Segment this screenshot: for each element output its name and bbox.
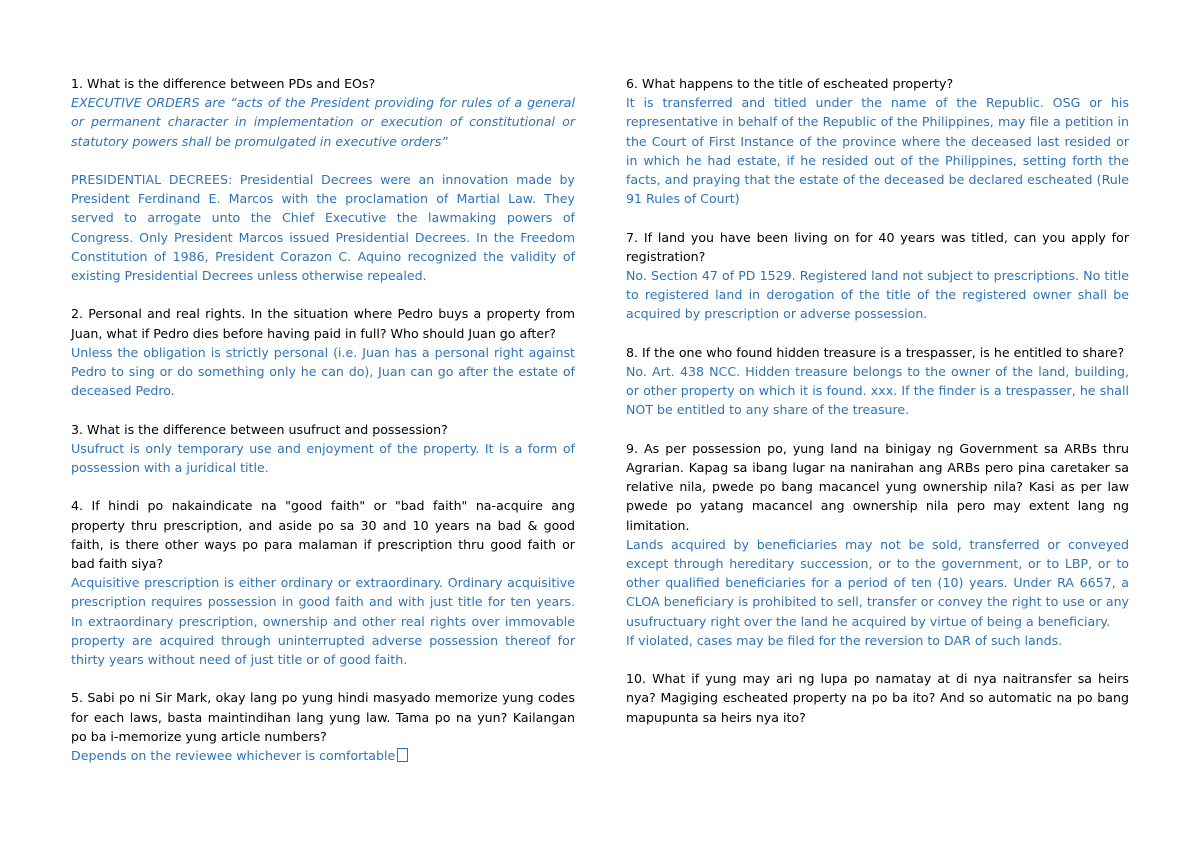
qa-item-5 <box>71 688 575 765</box>
question: 10. What if yung may ari ng lupa po namatay at di nya naitransfer sa heirs nya? Magiging escheated property na po ba ito? And so automatic na po bang mapupunta sa heirs nya ito? <box>626 671 1129 725</box>
answer <box>71 746 575 765</box>
question: 9. As per possession po, yung land na binigay ng Government sa ARBs thru Agrarian. Kapag sa ibang lugar na nanirahan ang ARBs pero pina caretaker sa relative nila, pwede po bang macancel yung ownership nila? Kasi as per law pwede po yatang macancel ang ownership nila pero may extent lang ng limitation. <box>626 440 1129 533</box>
answer: Usufruct is only temporary use and enjoyment of the property. It is a form of possession with a juridical title. <box>71 440 575 476</box>
qa-item-9 <box>626 439 1129 650</box>
qa-item-2 <box>71 304 575 400</box>
question: 6. What happens to the title of escheated property? <box>626 76 954 91</box>
answer: If violated, cases may be filed for the reversion to DAR of such lands. <box>626 632 1063 648</box>
answer: No. Art. 438 NCC. Hidden treasure belongs to the owner of the land, building, or other property on which it is found. xxx. If the finder is a trespasser, he shall NOT be entitled to any share of the treasure. <box>626 364 1129 418</box>
answer-text: Depends on the reviewee whichever is comfortable <box>71 748 396 764</box>
qa-item-8 <box>626 343 1129 420</box>
question: 4. If hindi po nakaindicate na "good faith" or "bad faith" na-acquire ang property thru prescription, and aside po sa 30 and 10 years na bad & good faith, is there other ways po para malaman if prescription thru good faith or bad faith siya? <box>71 498 575 572</box>
answer: Lands acquired by beneficiaries may not be sold, transferred or conveyed except through hereditary succession, or to the government, or to LBP, or to other qualified beneficiaries for a period of ten (10) years. Under RA 6657, a CLOA beneficiary is prohibited to sell, transfer or convey the right to use or any usufructuary right over the land he acquired by virtue of being a beneficiary. <box>626 536 1129 629</box>
left-column <box>71 74 575 784</box>
question: 2. Personal and real rights. In the situation where Pedro buys a property from Juan, what if Pedro dies before having paid in full? Who should Juan go after? <box>71 306 575 341</box>
right-column <box>626 74 1129 746</box>
question: 5. Sabi po ni Sir Mark, okay lang po yung hindi masyado memorize yung codes for each laws, basta maintindihan lang yung law. Tama po na yun? Kailangan po ba i-memorize yung article numbers? <box>71 690 575 744</box>
answer: No. Section 47 of PD 1529. Registered land not subject to prescriptions. No title to registered land in derogation of the title of the registered owner shall be acquired by prescription or adverse possession. <box>626 268 1129 322</box>
qa-item-10 <box>626 669 1129 727</box>
question: 1. What is the difference between PDs and EOs? <box>71 76 376 91</box>
qa-item-7 <box>626 228 1129 324</box>
answer: It is transferred and titled under the name of the Republic. OSG or his representative in behalf of the Republic of the Philippines, may file a petition in the Court of First Instance of the province where the deceased last resided or in which he had estate, if he resided out of the Philippines, setting forth the facts, and praying that the estate of the deceased be declared escheated (Rule 91 Rules of Court) <box>626 95 1129 207</box>
qa-item-1 <box>71 74 575 285</box>
missing-glyph-icon <box>397 748 408 762</box>
question: 8. If the one who found hidden treasure is a trespasser, is he entitled to share? <box>626 344 1125 360</box>
answer: EXECUTIVE ORDERS are “acts of the President providing for rules of a general or permanent character in implementation or execution of constitutional or statutory powers shall be promulgated in executive orders” <box>71 95 575 149</box>
question: 3. What is the difference between usufruct and possession? <box>71 421 448 437</box>
question: 7. If land you have been living on for 40 years was titled, can you apply for registration? <box>626 229 1129 264</box>
answer: Acquisitive prescription is either ordinary or extraordinary. Ordinary acquisitive prescription requires possession in good faith and with just title for ten years. In extraordinary prescription, ownership and other real rights over immovable property are acquired through uninterrupted adverse possession thereof for thirty years without need of just title or of good faith. <box>71 575 575 668</box>
answer: PRESIDENTIAL DECREES: Presidential Decrees were an innovation made by President Ferdinand E. Marcos with the proclamation of Martial Law. They served to arrogate unto the Chief Executive the lawmaking powers of Congress. Only President Marcos issued Presidential Decrees. In the Freedom Constitution of 1986, President Corazon C. Aquino recognized the validity of existing Presidential Decrees unless otherwise repealed. <box>71 172 575 284</box>
answer: Unless the obligation is strictly personal (i.e. Juan has a personal right against Pedro to sing or do something only he can do), Juan can go after the estate of deceased Pedro. <box>71 344 575 399</box>
qa-item-3 <box>71 420 575 478</box>
qa-item-4 <box>71 496 575 669</box>
qa-item-6 <box>626 74 1129 208</box>
